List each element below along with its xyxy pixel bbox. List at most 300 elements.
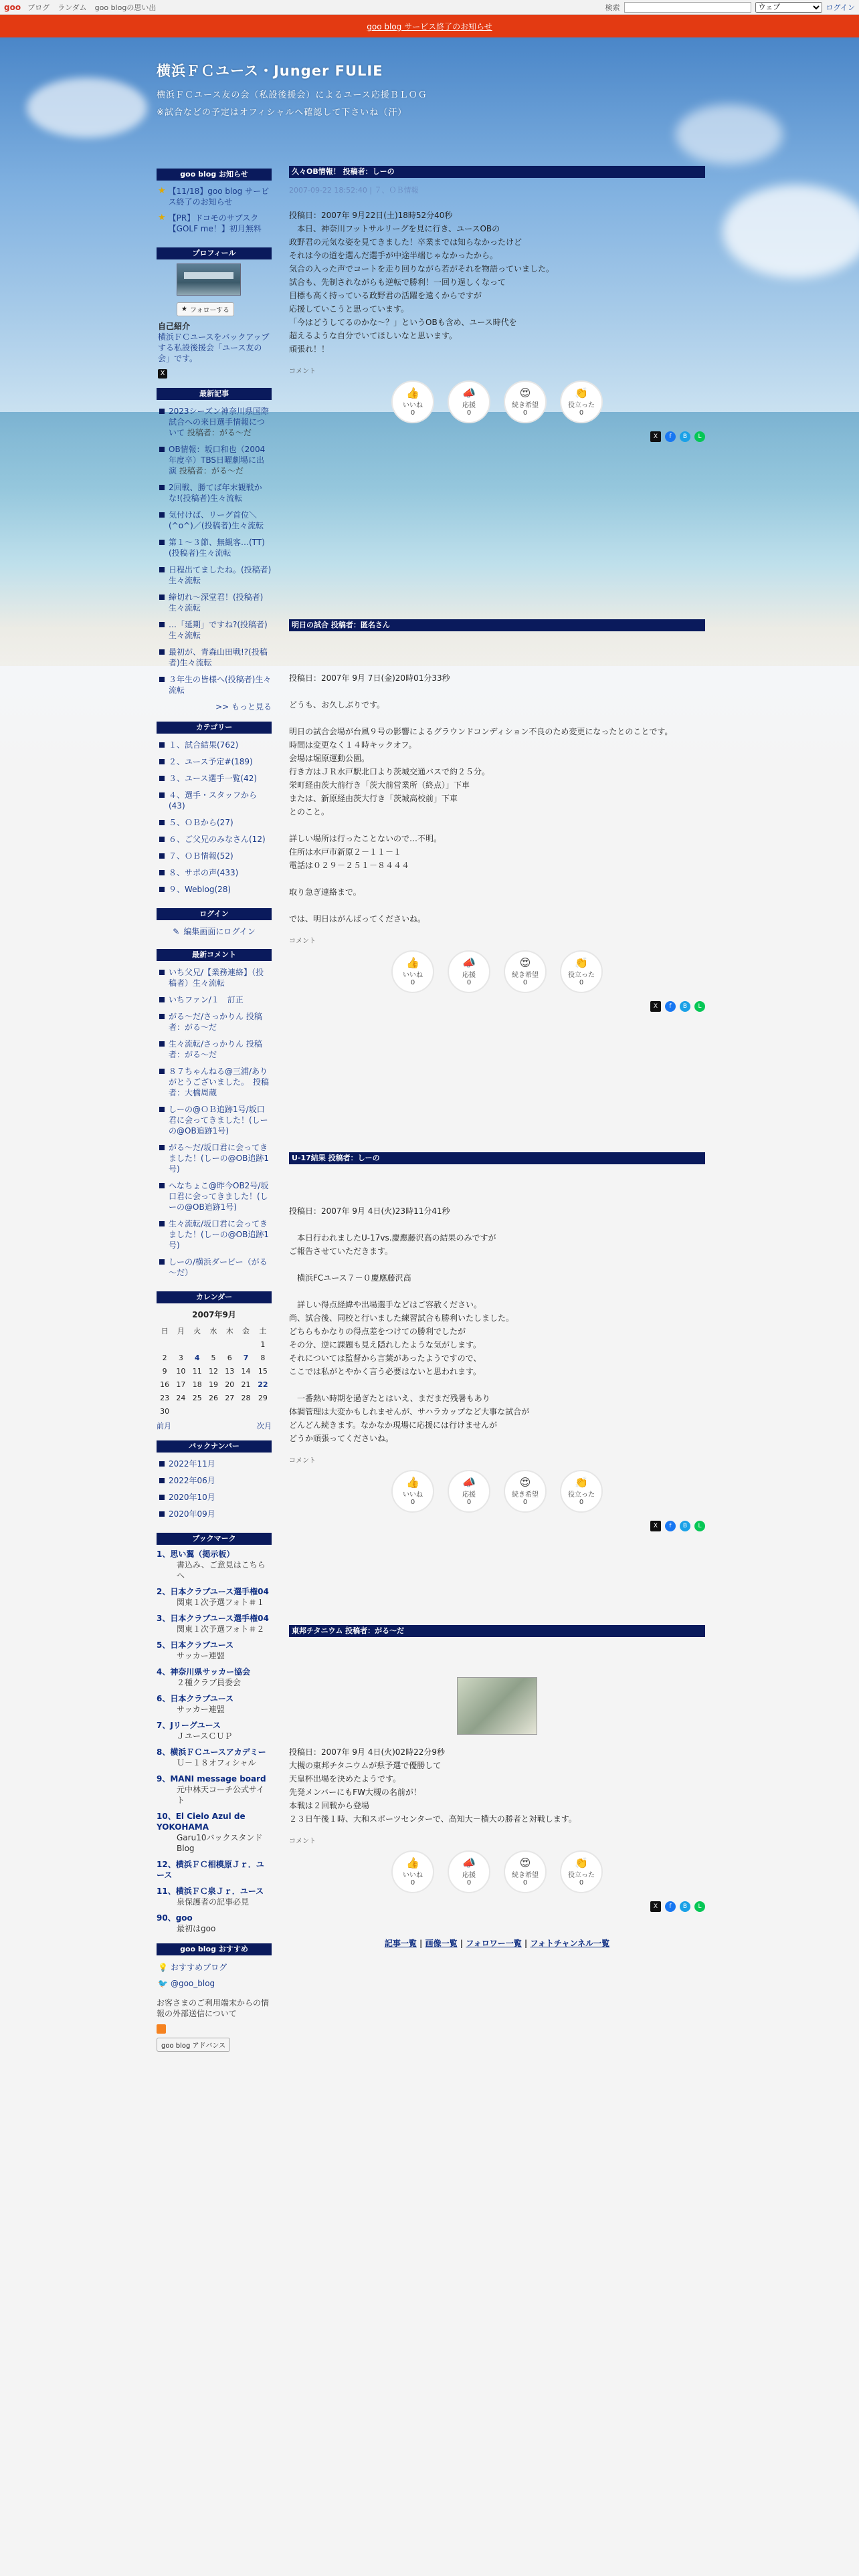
recommend-twitter-label: @goo_blog xyxy=(170,1979,215,1988)
calendar-day xyxy=(157,1337,173,1351)
bookmark-desc: 泉保護者の記事必見 xyxy=(177,1897,250,1907)
entry-title[interactable]: 明日の試合 投稿者：匿名さん xyxy=(289,619,705,631)
x-share-icon[interactable]: X xyxy=(650,1901,661,1912)
bookmark-name[interactable]: 90、goo xyxy=(157,1913,193,1923)
reaction-megaphone-button[interactable] xyxy=(448,1470,490,1513)
reaction-label: 役立った xyxy=(568,1872,595,1879)
edit-login-label: 編集画面にログイン xyxy=(183,927,256,936)
calendar-day xyxy=(237,1404,254,1418)
pencil-icon: ✎ xyxy=(173,926,180,936)
bookmark-desc: Ｕ－１８オフィシャル xyxy=(177,1758,256,1767)
reaction-heart-eyes-button[interactable] xyxy=(504,1470,547,1513)
profile-box xyxy=(157,263,272,379)
search-label: 検索 xyxy=(605,3,620,12)
calendar-week-row xyxy=(157,1391,272,1404)
bookmark-name[interactable]: 11、横浜ＦＣ泉Ｊｒ．ユース xyxy=(157,1887,264,1896)
calendar-day: 29 xyxy=(258,1393,268,1402)
reaction-thumbs-up-button[interactable] xyxy=(391,1470,434,1513)
entry-photo[interactable] xyxy=(457,1677,537,1735)
comment-item[interactable]: しーの/横浜ダービー（がる～だ） xyxy=(157,1255,272,1282)
reaction-clap-button[interactable] xyxy=(560,381,603,423)
bookmark-name[interactable]: 2、日本クラブユース選手権04 xyxy=(157,1587,269,1596)
notice-item[interactable] xyxy=(157,185,272,211)
top-login-link[interactable]: ログイン xyxy=(826,3,855,12)
reaction-thumbs-up-button[interactable] xyxy=(391,381,434,423)
thumbs-up-icon: 👍 xyxy=(406,956,419,969)
notice-item[interactable] xyxy=(157,211,272,238)
x-share-icon[interactable]: X xyxy=(158,369,167,379)
lightbulb-icon: 💡 xyxy=(158,1962,168,1972)
bookmark-desc: Garu10バックスタンドBlog xyxy=(177,1833,263,1853)
footer-separator: | xyxy=(416,1939,425,1948)
recent-post-item[interactable] xyxy=(157,590,272,617)
bookmark-name[interactable]: 8、横浜ＦＣユースアカデミー xyxy=(157,1747,266,1757)
recent-post-title: 気付けば、リーグ首位＼(^o^)／(投稿者)生々流転 xyxy=(169,510,264,530)
footer-link[interactable]: 画像一覧 xyxy=(425,1939,458,1948)
bookmark-desc: 関東１次予選フォト＃１ xyxy=(177,1598,265,1607)
bookmark-desc: 関東１次予選フォト＃２ xyxy=(177,1624,265,1634)
recent-post-title: 締切れ～深堂君！(投稿者)生々流転 xyxy=(169,593,264,613)
comment-item[interactable]: へなちょこ@昨今OB2号/坂口君に会ってきました！(しーの@OB追跡1号) xyxy=(157,1178,272,1216)
calendar-day: 3 xyxy=(178,1353,183,1362)
reaction-label: いいね xyxy=(403,972,423,979)
category-item[interactable]: ４、選手・スタッフから(43) xyxy=(157,788,272,815)
bookmark-name[interactable]: 5、日本クラブユース xyxy=(157,1640,234,1650)
blog-title[interactable]: 横浜ＦＣユース・Junger FULIE xyxy=(157,63,383,79)
comment-item[interactable]: しーの@ＯＢ追跡1号/坂口君に会ってきました！(しーの@OB追跡1号) xyxy=(157,1102,272,1140)
entry-body: 投稿日：2007年 9月 4日(火)02時22分9秒 大槻の東邦チタニウムが県予選で優勝して 天皇杯出場を決めたようです。 先発メンバーにもFW大槻の名前が！ 本戦は２回戦から登場 ２３日午後１時、大和スポーツセンターで、高知大－横大の勝者と対戦します。 xyxy=(289,1747,577,1824)
recent-post-item[interactable] xyxy=(157,480,272,508)
facebook-share-icon[interactable]: f xyxy=(665,1521,676,1531)
calendar-block xyxy=(157,1291,272,1431)
calendar-title: 2007年9月 xyxy=(192,1310,236,1319)
thumbs-up-icon: 👍 xyxy=(406,1476,419,1489)
reaction-buttons xyxy=(289,1850,705,1893)
reaction-count: 0 xyxy=(410,1499,415,1506)
bookmark-name[interactable]: 10、El Cielo Azul de YOKOHAMA xyxy=(157,1812,246,1832)
reaction-label: 応援 xyxy=(462,1491,476,1499)
search-scope-select[interactable] xyxy=(755,2,822,13)
recent-post-item[interactable] xyxy=(157,404,272,442)
top-nav xyxy=(27,2,156,13)
reaction-buttons xyxy=(289,381,705,423)
recommend-blog-link[interactable] xyxy=(157,1959,272,1977)
comment-link[interactable]: コメント xyxy=(289,1838,316,1845)
reaction-label: 続き希望 xyxy=(512,1872,539,1879)
backnumber-item[interactable]: 2020年09月 xyxy=(157,1507,272,1523)
calendar-weekday: 月 xyxy=(177,1327,185,1335)
comment-link[interactable]: コメント xyxy=(289,1457,316,1465)
notice-text: 【11/18】goo blog サービス終了のお知らせ xyxy=(168,187,270,207)
bookmark-block xyxy=(157,1533,272,1934)
calendar-nav xyxy=(157,1420,272,1431)
recommend-twitter-link[interactable] xyxy=(157,1977,272,1992)
top-bar xyxy=(0,0,859,15)
clap-icon: 👏 xyxy=(575,956,588,969)
login-block xyxy=(157,908,272,940)
recent-post-item[interactable] xyxy=(157,442,272,480)
blog-header xyxy=(157,60,692,122)
calendar-week-row xyxy=(157,1378,272,1391)
recent-posts-heading: 最新記事 xyxy=(157,388,272,400)
megaphone-icon: 📣 xyxy=(462,956,476,969)
entry-title[interactable]: 東邦チタニウム 投稿者：がる～だ xyxy=(289,1625,705,1637)
recent-post-title: 最初が、青森山田戦!?(投稿者)生々流転 xyxy=(169,647,268,667)
share-icons xyxy=(289,1001,705,1012)
category-item[interactable]: ８、サポの声(433) xyxy=(157,865,272,882)
comment-item[interactable]: ８７ちゃんねる@三浦/ありがとうございました。 投稿者：大橋周蔵 xyxy=(157,1064,272,1102)
comment-item[interactable]: いちファン/１ 訂正 xyxy=(157,992,272,1009)
category-item[interactable]: ５、ＯＢから(27) xyxy=(157,815,272,832)
recent-post-item[interactable] xyxy=(157,672,272,700)
hatena-share-icon[interactable]: B xyxy=(680,1521,690,1531)
entry-body: 投稿日：2007年 9月 7日(金)20時01分33秒 どうも、お久しぶりです。 明日の試合会場が台風９号の影響によるグラウンドコンディション不良のため変更になったとのことです。 時間は変更なく１４時キックオフ。 会場は堀原運動公園。 行き方はＪＲ水戸駅北口より茨城交通バスで約２５分。 栄町経由茨大前行き「茨大前営業所（終点）」下車 または、新原経由茨大行き「茨城高校前」下車 とのこと。 詳しい場所は行ったことないので…不明。 住所は水戸市新原２－１１－１ 電話は０２９－２５１－８４４４ 取り急ぎ連絡まで。 では、明日はがんばってくださいね。 xyxy=(289,673,673,924)
reaction-label: 続き希望 xyxy=(512,1491,539,1499)
calendar-prev[interactable]: 前月 xyxy=(157,1422,171,1430)
category-item[interactable]: ９、Weblog(28) xyxy=(157,882,272,899)
more-link[interactable]: >> もっと見る xyxy=(215,702,272,712)
bookmark-item[interactable] xyxy=(157,1747,272,1768)
clap-icon: 👏 xyxy=(575,1856,588,1869)
calendar-day: 19 xyxy=(208,1380,218,1389)
notice-heading: goo blog お知らせ xyxy=(157,169,272,181)
recent-post-title: …「延期」ですね?(投稿者)生々流転 xyxy=(169,620,268,640)
comment-link[interactable]: コメント xyxy=(289,368,316,375)
reaction-count: 0 xyxy=(466,979,472,986)
calendar-weekday: 水 xyxy=(209,1327,217,1335)
calendar-day xyxy=(205,1337,221,1351)
line-share-icon[interactable]: L xyxy=(694,1521,705,1531)
reaction-label: 応援 xyxy=(462,1872,476,1879)
comment-item[interactable]: いち父兄/【業務連絡】（投稿者）生々流転 xyxy=(157,965,272,992)
calendar-day: 8 xyxy=(260,1353,266,1362)
recommend-block xyxy=(157,1943,272,2052)
comments-list xyxy=(157,965,272,1282)
reaction-thumbs-up-button[interactable] xyxy=(391,1850,434,1893)
reaction-label: 応援 xyxy=(462,972,476,979)
calendar-day: 10 xyxy=(176,1366,186,1376)
calendar-day xyxy=(189,1404,205,1418)
recent-post-item[interactable] xyxy=(157,508,272,535)
reaction-count: 0 xyxy=(466,1499,472,1506)
bookmark-name[interactable]: 12、横浜ＦＣ相模原Ｊｒ．ユース xyxy=(157,1860,264,1880)
calendar-day: 16 xyxy=(160,1380,170,1389)
bookmark-item[interactable] xyxy=(157,1811,272,1854)
entry-meta[interactable] xyxy=(289,1644,705,1664)
line-share-icon[interactable]: L xyxy=(694,431,705,442)
calendar-weekday: 金 xyxy=(242,1327,250,1335)
x-share-icon[interactable]: X xyxy=(650,1001,661,1012)
reaction-count: 0 xyxy=(579,979,584,986)
facebook-share-icon[interactable]: f xyxy=(665,1001,676,1012)
bookmark-item[interactable] xyxy=(157,1613,272,1634)
calendar-day[interactable]: 4 xyxy=(194,1353,200,1362)
page-background xyxy=(0,37,859,2576)
calendar-day xyxy=(173,1337,189,1351)
login-heading: ログイン xyxy=(157,908,272,920)
recent-post-title: 日程出てましたね。(投稿者)生々流転 xyxy=(169,565,272,585)
line-share-icon[interactable]: L xyxy=(694,1901,705,1912)
footer-separator: | xyxy=(457,1939,466,1948)
bookmark-item[interactable] xyxy=(157,1913,272,1934)
category-item[interactable]: ６、ご父兄のみなさん(12) xyxy=(157,832,272,849)
bookmark-item[interactable] xyxy=(157,1586,272,1608)
cloud-decoration xyxy=(723,185,859,278)
reaction-clap-button[interactable] xyxy=(560,1850,603,1893)
calendar-weekday: 土 xyxy=(259,1327,267,1335)
entry-meta[interactable]: 2007-09-22 18:52:40 | ７、ＯＢ情報 xyxy=(289,186,419,195)
footer-link[interactable]: 記事一覧 xyxy=(384,1939,417,1948)
bookmark-name[interactable]: 4、神奈川県サッカー協会 xyxy=(157,1667,251,1677)
recent-posts-block xyxy=(157,388,272,712)
service-end-notice-bar xyxy=(0,15,859,37)
hatena-share-icon[interactable]: B xyxy=(680,1001,690,1012)
category-item[interactable]: ２、ユース予定#(189) xyxy=(157,754,272,771)
blog-entry xyxy=(289,166,705,442)
recent-post-title: ３年生の皆様へ(投稿者)生々流転 xyxy=(169,675,272,695)
reaction-count: 0 xyxy=(410,409,415,417)
entry-meta[interactable] xyxy=(289,638,705,658)
backnumber-list xyxy=(157,1457,272,1523)
external-info-note[interactable]: お客さまのご利用端末からの情報の外部送信について xyxy=(157,1998,270,2018)
recent-post-item[interactable] xyxy=(157,617,272,645)
clap-icon: 👏 xyxy=(575,387,588,399)
advance-button[interactable]: goo blog アドバンス xyxy=(157,2038,230,2052)
reaction-megaphone-button[interactable] xyxy=(448,381,490,423)
profile-image[interactable] xyxy=(177,263,241,296)
nav-memories[interactable]: goo blogの思い出 xyxy=(94,3,157,12)
nav-random[interactable]: ランダム xyxy=(58,3,87,12)
reaction-label: 続き希望 xyxy=(512,972,539,979)
comment-item[interactable]: 生々流転/さっかりん 投稿者：がる～だ xyxy=(157,1037,272,1064)
backnumber-item[interactable]: 2020年10月 xyxy=(157,1490,272,1507)
blog-wrapper xyxy=(149,37,709,2576)
bookmark-item[interactable] xyxy=(157,1886,272,1907)
share-icons xyxy=(289,1521,705,1531)
calendar-day[interactable]: 7 xyxy=(243,1353,249,1362)
bookmark-name[interactable]: 1、思い翼（掲示板） xyxy=(157,1549,235,1559)
megaphone-icon: 📣 xyxy=(462,1856,476,1869)
entry-title[interactable]: U-17結果 投稿者：しーの xyxy=(289,1152,705,1164)
calendar-day xyxy=(237,1337,254,1351)
category-item[interactable]: ３、ユース選手一覧(42) xyxy=(157,771,272,788)
hatena-share-icon[interactable]: B xyxy=(680,431,690,442)
reaction-label: いいね xyxy=(403,1491,423,1499)
reaction-buttons xyxy=(289,1470,705,1513)
blog-description-line2: ※試合などの予定はオフィシャルへ確認して下さいね（汗） xyxy=(157,108,407,118)
bookmark-list xyxy=(157,1549,272,1934)
reaction-count: 0 xyxy=(522,979,528,986)
entry-meta[interactable] xyxy=(289,1171,705,1191)
megaphone-icon: 📣 xyxy=(462,387,476,399)
reaction-label: 役立った xyxy=(568,972,595,979)
bookmark-item[interactable] xyxy=(157,1640,272,1661)
comment-item[interactable]: がる～だ/さっかりん 投稿者：がる～だ xyxy=(157,1009,272,1037)
recent-post-title: 第１～３節、無観客…(TT)(投稿者)生々流転 xyxy=(169,538,265,558)
self-intro-text: 横浜ＦＣユースをバックアップする私設後援会「ユース友の会」です。 xyxy=(158,332,270,363)
bookmark-item[interactable] xyxy=(157,1859,272,1881)
heart-eyes-icon: 😍 xyxy=(519,1476,531,1489)
recent-post-title: 2023シーズン神奈川県国際試合への来日選手情報について xyxy=(169,407,269,437)
calendar-day xyxy=(221,1404,237,1418)
calendar-day xyxy=(189,1337,205,1351)
entry-title[interactable]: 久々OB情報！ 投稿者：しーの xyxy=(289,166,705,178)
bookmark-desc: 最初はgoo xyxy=(177,1924,216,1933)
bookmark-item[interactable] xyxy=(157,1693,272,1715)
reaction-clap-button[interactable] xyxy=(560,950,603,993)
backnumber-item[interactable]: 2022年06月 xyxy=(157,1473,272,1490)
recent-post-item[interactable] xyxy=(157,535,272,562)
calendar-day: 24 xyxy=(176,1393,186,1402)
reaction-count: 0 xyxy=(466,409,472,417)
calendar-day: 12 xyxy=(208,1366,218,1376)
reaction-clap-button[interactable] xyxy=(560,1470,603,1513)
search-input[interactable] xyxy=(624,2,751,13)
calendar-day: 6 xyxy=(227,1353,232,1362)
clap-icon: 👏 xyxy=(575,1476,588,1489)
x-share-icon[interactable]: X xyxy=(650,431,661,442)
calendar-day: 28 xyxy=(241,1393,251,1402)
edit-login-link[interactable] xyxy=(157,924,272,940)
calendar-day: 27 xyxy=(225,1393,235,1402)
follow-label: フォローする xyxy=(189,307,229,314)
facebook-share-icon[interactable]: f xyxy=(665,1901,676,1912)
bookmark-item[interactable] xyxy=(157,1667,272,1688)
calendar-day: 30 xyxy=(160,1406,170,1416)
calendar-day: 5 xyxy=(211,1353,216,1362)
reaction-label: 応援 xyxy=(462,402,476,409)
thumbs-up-icon: 👍 xyxy=(406,1856,419,1869)
calendar-day: 21 xyxy=(241,1380,251,1389)
x-share-icon[interactable]: X xyxy=(650,1521,661,1531)
calendar-table xyxy=(157,1324,272,1418)
comment-item[interactable]: がる～だ/坂口君に会ってきました！(しーの@OB追跡1号) xyxy=(157,1140,272,1178)
profile-heading: プロフィール xyxy=(157,247,272,259)
reaction-label: 役立った xyxy=(568,402,595,409)
bookmark-desc: 元中林天コーチ公式サイト xyxy=(177,1785,265,1805)
calendar-day[interactable]: 22 xyxy=(258,1380,268,1389)
calendar-day: 26 xyxy=(208,1393,218,1402)
profile-block xyxy=(157,247,272,379)
reaction-heart-eyes-button[interactable] xyxy=(504,1850,547,1893)
bookmark-name[interactable]: 3、日本クラブユース選手権04 xyxy=(157,1614,269,1623)
category-list xyxy=(157,738,272,899)
calendar-week-row xyxy=(157,1364,272,1378)
calendar-week-row xyxy=(157,1337,272,1351)
bookmark-name[interactable]: 9、MANI message board xyxy=(157,1774,266,1784)
share-icons xyxy=(289,431,705,442)
blog-entry xyxy=(289,1625,705,1912)
goo-logo[interactable]: goo xyxy=(4,2,21,12)
category-item[interactable]: １、試合結果(762) xyxy=(157,738,272,754)
calendar-weekday: 木 xyxy=(225,1327,233,1335)
star-icon: ★ xyxy=(158,213,166,223)
reaction-label: 役立った xyxy=(568,1491,595,1499)
reaction-megaphone-button[interactable] xyxy=(448,950,490,993)
blog-entry xyxy=(289,619,705,1012)
recent-post-author: 投稿者：がる～だ xyxy=(187,428,252,437)
calendar-day: 14 xyxy=(241,1366,251,1376)
bookmark-desc: サッカー連盟 xyxy=(177,1651,225,1660)
footer-link[interactable]: フォロワー一覧 xyxy=(466,1939,522,1948)
calendar-day: 15 xyxy=(258,1366,268,1376)
facebook-share-icon[interactable]: f xyxy=(665,431,676,442)
bookmark-item[interactable] xyxy=(157,1720,272,1741)
reaction-buttons xyxy=(289,950,705,993)
hatena-share-icon[interactable]: B xyxy=(680,1901,690,1912)
reaction-count: 0 xyxy=(466,1879,472,1887)
bookmark-item[interactable] xyxy=(157,1549,272,1581)
comment-item[interactable]: 生々流転/坂口君に会ってきました！(しーの@OB追跡1号) xyxy=(157,1216,272,1255)
reaction-count: 0 xyxy=(522,409,528,417)
heart-eyes-icon: 😍 xyxy=(519,956,531,969)
recent-post-item[interactable] xyxy=(157,645,272,672)
reaction-count: 0 xyxy=(522,1879,528,1887)
calendar-day: 11 xyxy=(192,1366,202,1376)
reaction-label: いいね xyxy=(403,1872,423,1879)
line-share-icon[interactable]: L xyxy=(694,1001,705,1012)
category-item[interactable]: ７、ＯＢ情報(52) xyxy=(157,849,272,865)
star-icon: ★ xyxy=(158,186,166,196)
bookmark-name[interactable]: 6、日本クラブユース xyxy=(157,1694,234,1703)
backnumber-item[interactable]: 2022年11月 xyxy=(157,1457,272,1473)
calendar-next[interactable]: 次月 xyxy=(257,1422,272,1430)
nav-blog[interactable]: ブログ xyxy=(27,3,50,12)
follow-icon: ★ xyxy=(181,306,187,313)
comment-link[interactable]: コメント xyxy=(289,938,316,945)
bookmark-desc: サッカー連盟 xyxy=(177,1705,225,1714)
bookmark-item[interactable] xyxy=(157,1774,272,1806)
service-end-notice-link[interactable]: goo blog サービス終了のお知らせ xyxy=(367,21,492,31)
reaction-megaphone-button[interactable] xyxy=(448,1850,490,1893)
sidebar xyxy=(157,169,272,2061)
follow-button[interactable] xyxy=(177,302,234,316)
reaction-thumbs-up-button[interactable] xyxy=(391,950,434,993)
footer-separator: | xyxy=(521,1939,531,1948)
calendar-day: 9 xyxy=(162,1366,167,1376)
share-icons xyxy=(289,1901,705,1912)
calendar-day xyxy=(221,1337,237,1351)
calendar-day xyxy=(173,1404,189,1418)
megaphone-icon: 📣 xyxy=(462,1476,476,1489)
recommend-blog-label: おすすめブログ xyxy=(170,1963,227,1972)
reaction-count: 0 xyxy=(522,1499,528,1506)
reaction-label: 続き希望 xyxy=(512,402,539,409)
reaction-heart-eyes-button[interactable] xyxy=(504,381,547,423)
rss-icon[interactable] xyxy=(157,2024,166,2034)
recent-posts-list xyxy=(157,404,272,700)
recent-post-item[interactable] xyxy=(157,562,272,590)
reaction-count: 0 xyxy=(579,1499,584,1506)
notice-block xyxy=(157,169,272,238)
bookmark-name[interactable]: 7、Jリーグユース xyxy=(157,1721,221,1730)
category-block xyxy=(157,722,272,899)
calendar-day: 2 xyxy=(162,1353,167,1362)
calendar-day: 17 xyxy=(176,1380,186,1389)
backnumber-block xyxy=(157,1440,272,1523)
calendar-day: 18 xyxy=(192,1380,202,1389)
footer-link[interactable]: フォトチャンネル一覧 xyxy=(530,1939,610,1948)
reaction-heart-eyes-button[interactable] xyxy=(504,950,547,993)
recent-post-author: 投稿者：がる～だ xyxy=(179,466,244,475)
heart-eyes-icon: 😍 xyxy=(519,1856,531,1869)
calendar-day: 13 xyxy=(225,1366,235,1376)
footer-links xyxy=(289,1937,705,1949)
thumbs-up-icon: 👍 xyxy=(406,387,419,399)
reaction-count: 0 xyxy=(579,409,584,417)
calendar-day xyxy=(205,1404,221,1418)
calendar-heading: カレンダー xyxy=(157,1291,272,1303)
